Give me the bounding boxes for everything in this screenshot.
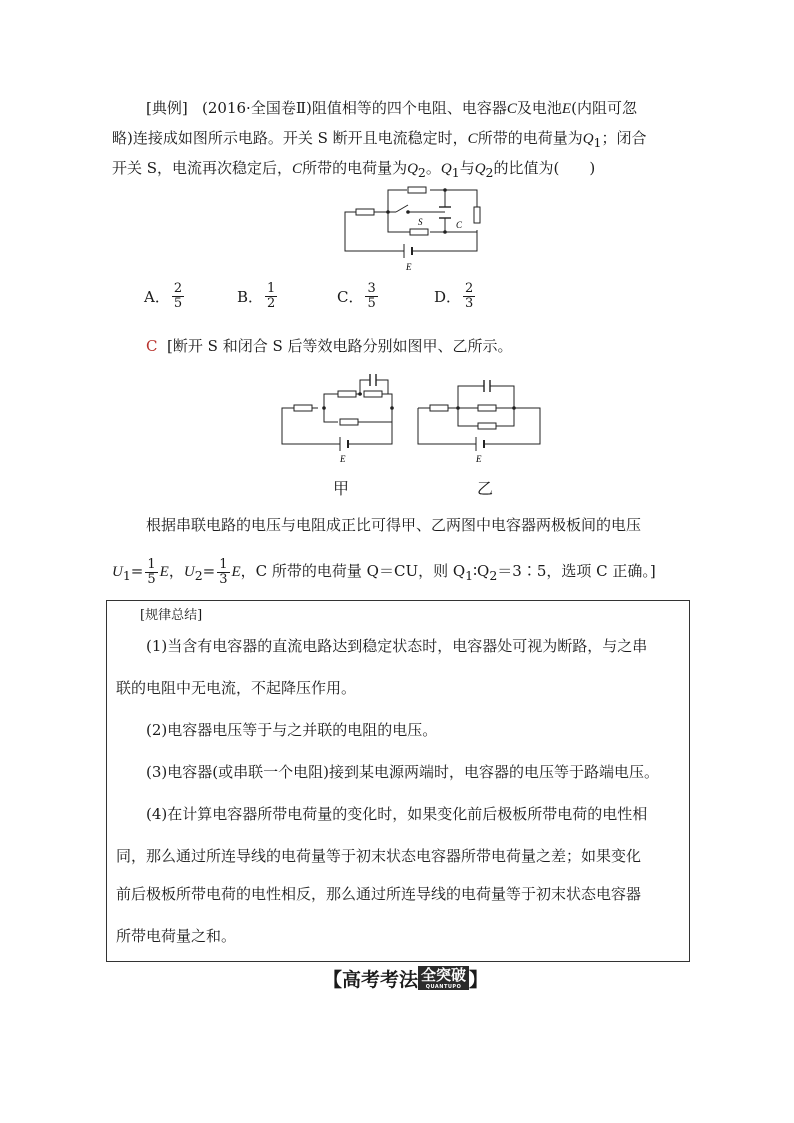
option-d[interactable]: D． $\frac{2}{3}$ xyxy=(434,281,474,311)
yi-battery-label: E xyxy=(476,454,482,464)
main-circuit-diagram xyxy=(340,185,490,275)
figure-jia-caption: 甲 xyxy=(333,479,350,498)
resistor-r1 xyxy=(356,209,374,215)
jia-battery-label: E xyxy=(340,454,346,464)
summary-line-1: (1)当含有电容器的直流电路达到稳定状态时，电容器处可视为断路，与之串 xyxy=(146,637,648,655)
resistor-r4 xyxy=(474,207,480,223)
banner-text: 高考考法 xyxy=(342,968,419,991)
figure-jia-circuit xyxy=(278,368,406,468)
option-c-fraction: $\frac{3}{5}$ xyxy=(367,281,376,311)
yi-resistor-1 xyxy=(430,405,448,411)
jia-battery-symbol xyxy=(340,437,348,451)
switch-label: S xyxy=(418,217,423,227)
summary-line-6: 同，那么通过所连导线的电荷量等于初末状态电容器所带电荷量之差；如果变化 xyxy=(116,847,642,865)
banner-badge: 全突破 QUANTUPO xyxy=(418,966,469,990)
yi-resistor-3 xyxy=(478,423,496,429)
option-d-fraction: $\frac{2}{3}$ xyxy=(465,281,474,311)
answer-line: C [断开 S 和闭合 S 后等效电路分别如图甲、乙所示。 xyxy=(146,337,513,355)
resistor-r3 xyxy=(410,229,428,235)
option-b-fraction: $\frac{1}{2}$ xyxy=(267,281,276,311)
explanation-line-2: $U_1=$ $\frac{1}{5}$ E，$U_2=$ $\frac{1}{3}$ E，C 所带的电荷量 Q＝CU，则 $Q_1∶Q_2=3∶5$，选项 C 正确。] xyxy=(112,556,656,587)
summary-line-8: 所带电荷量之和。 xyxy=(116,927,237,945)
yi-resistor-2 xyxy=(478,405,496,411)
resistor-r2 xyxy=(408,187,426,193)
figure-yi-caption: 乙 xyxy=(477,479,494,498)
example-tag: [典例] xyxy=(146,99,188,117)
fraction-one-fifth: $\frac{1}{5}$ xyxy=(147,556,156,587)
battery-label: E xyxy=(406,262,412,272)
problem-line-1: [典例] (2016·全国卷Ⅱ)阻值相等的四个电阻、电容器C及电池E(内阻可忽 xyxy=(146,99,637,117)
problem-line-3: 开关 S，电流再次稳定后，C所带的电荷量为$Q_2$。$Q_1$与$Q_2$的比值为( ) xyxy=(112,159,596,180)
figure-yi-circuit xyxy=(414,376,544,468)
summary-line-2: 联的电阻中无电流，不起降压作用。 xyxy=(116,679,357,697)
explanation-line-1: 根据串联电路的电压与电阻成正比可得甲、乙两图中电容器两极板间的电压 xyxy=(146,516,642,534)
jia-capacitor-symbol xyxy=(370,374,376,386)
summary-title: [规律总结] xyxy=(140,608,203,623)
jia-resistor-4 xyxy=(340,419,358,425)
option-a-fraction: $\frac{2}{5}$ xyxy=(173,281,183,311)
section-banner: 【 高考考法 全突破 QUANTUPO 】 xyxy=(323,966,489,991)
option-a[interactable]: A． $\frac{2}{5}$ xyxy=(144,281,183,311)
capacitor-label: C xyxy=(456,220,463,230)
option-b[interactable]: B． $\frac{1}{2}$ xyxy=(237,281,276,311)
fraction-one-third: $\frac{1}{3}$ xyxy=(219,556,228,587)
summary-line-3: (2)电容器电压等于与之并联的电阻的电压。 xyxy=(146,721,438,739)
summary-line-5: (4)在计算电容器所带电荷量的变化时，如果变化前后极板所带电荷的电性相 xyxy=(146,805,648,823)
yi-capacitor-symbol xyxy=(484,380,490,392)
jia-resistor-2 xyxy=(338,391,356,397)
answer-letter: C xyxy=(146,337,158,355)
yi-battery-symbol xyxy=(476,437,484,451)
summary-line-4: (3)电容器(或串联一个电阻)接到某电源两端时，电容器的电压等于路端电压。 xyxy=(146,763,659,781)
jia-resistor-3 xyxy=(364,391,382,397)
battery-symbol xyxy=(404,244,412,258)
problem-line-2: 略)连接成如图所示电路。开关 S 断开且电流稳定时，C所带的电荷量为$Q_1$；闭合 xyxy=(112,129,647,150)
problem-source: (2016·全国卷Ⅱ) xyxy=(202,99,312,117)
option-c[interactable]: C． $\frac{3}{5}$ xyxy=(337,281,376,311)
summary-line-7: 前后极板所带电荷的电性相反，那么通过所连导线的电荷量等于初末状态电容器 xyxy=(116,885,642,903)
jia-resistor-1 xyxy=(294,405,312,411)
